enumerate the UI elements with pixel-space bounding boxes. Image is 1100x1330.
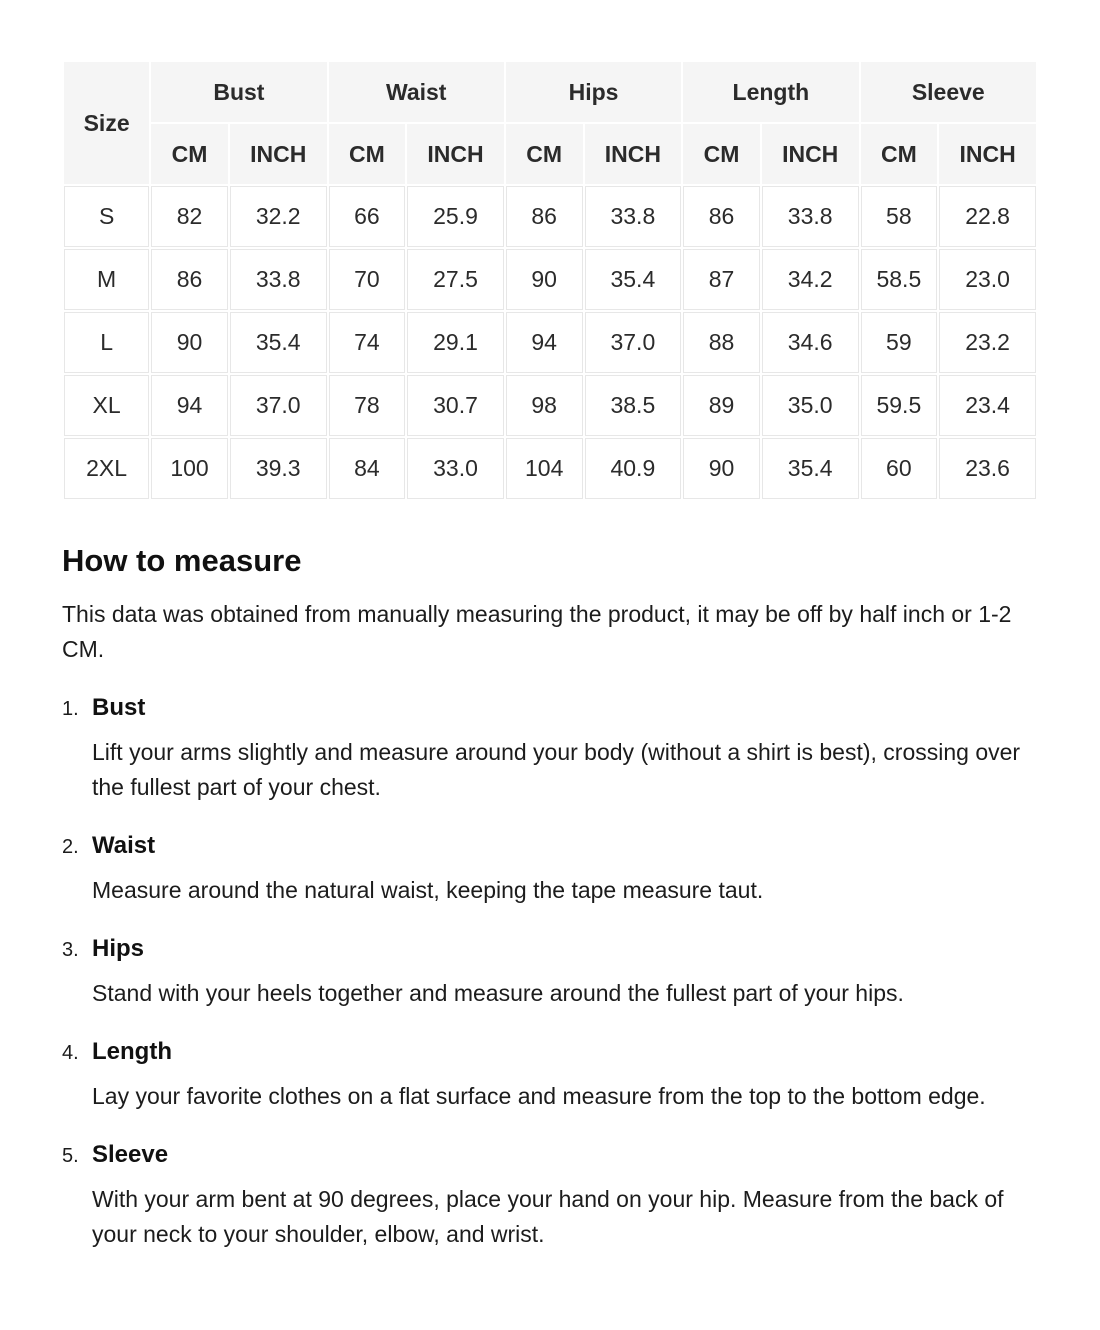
- step-number: 1.: [62, 698, 79, 720]
- column-header-size: Size: [64, 62, 149, 184]
- value-cell: 90: [506, 249, 583, 310]
- value-cell: 70: [329, 249, 406, 310]
- list-item-length: [62, 1038, 1038, 1114]
- value-cell: 33.8: [230, 249, 327, 310]
- column-group-waist: Waist: [329, 62, 504, 122]
- value-cell: 39.3: [230, 438, 327, 499]
- value-cell: 34.6: [762, 312, 859, 373]
- unit-header-cm: CM: [861, 124, 938, 184]
- step-term: Hips: [92, 935, 145, 962]
- table-row-2xl: [64, 438, 1036, 499]
- step-number: 3.: [62, 939, 79, 961]
- column-group-sleeve: Sleeve: [861, 62, 1036, 122]
- value-cell: 82: [151, 186, 228, 247]
- list-item-sleeve: [62, 1141, 1038, 1252]
- value-cell: 74: [329, 312, 406, 373]
- value-cell: 94: [506, 312, 583, 373]
- value-cell: 35.4: [762, 438, 859, 499]
- step-term: Length: [92, 1038, 172, 1065]
- unit-header-cm: CM: [151, 124, 228, 184]
- step-number: 2.: [62, 836, 79, 858]
- step-term: Bust: [92, 694, 146, 721]
- size-cell: XL: [64, 375, 149, 436]
- list-item-bust: [62, 694, 1038, 805]
- unit-header-cm: CM: [329, 124, 406, 184]
- size-chart-header: [64, 62, 1036, 184]
- value-cell: 86: [506, 186, 583, 247]
- value-cell: 89: [683, 375, 760, 436]
- unit-header-inch: INCH: [585, 124, 682, 184]
- unit-header-cm: CM: [506, 124, 583, 184]
- unit-header-inch: INCH: [762, 124, 859, 184]
- value-cell: 87: [683, 249, 760, 310]
- step-term: Sleeve: [92, 1141, 169, 1168]
- column-group-bust: Bust: [151, 62, 326, 122]
- column-group-hips: Hips: [506, 62, 681, 122]
- step-description: With your arm bent at 90 degrees, place your hand on your hip. Measure from the back of your neck to your shoulder, elbow, and wrist.: [92, 1186, 1004, 1247]
- size-cell: 2XL: [64, 438, 149, 499]
- value-cell: 98: [506, 375, 583, 436]
- value-cell: 59: [861, 312, 938, 373]
- step-description: Lay your favorite clothes on a flat surface and measure from the top to the bottom edge.: [92, 1083, 986, 1109]
- step-description: Lift your arms slightly and measure around your body (without a shirt is best), crossing over the fullest part of your chest.: [92, 739, 1021, 800]
- value-cell: 59.5: [861, 375, 938, 436]
- value-cell: 90: [151, 312, 228, 373]
- value-cell: 88: [683, 312, 760, 373]
- value-cell: 86: [683, 186, 760, 247]
- table-row-l: [64, 312, 1036, 373]
- unit-header-cm: CM: [683, 124, 760, 184]
- value-cell: 23.2: [939, 312, 1036, 373]
- step-description: Measure around the natural waist, keeping the tape measure taut.: [92, 877, 764, 903]
- list-item-waist: [62, 832, 1038, 908]
- value-cell: 23.0: [939, 249, 1036, 310]
- value-cell: 38.5: [585, 375, 682, 436]
- value-cell: 90: [683, 438, 760, 499]
- value-cell: 66: [329, 186, 406, 247]
- measure-steps-list: [62, 694, 1038, 1252]
- how-to-measure-title: How to measure: [62, 543, 302, 578]
- value-cell: 40.9: [585, 438, 682, 499]
- size-cell: M: [64, 249, 149, 310]
- value-cell: 104: [506, 438, 583, 499]
- how-to-measure-intro: This data was obtained from manually measuring the product, it may be off by half inch or 1-2 CM.: [62, 601, 1012, 662]
- step-number: 4.: [62, 1042, 79, 1064]
- value-cell: 35.4: [585, 249, 682, 310]
- value-cell: 37.0: [585, 312, 682, 373]
- value-cell: 23.6: [939, 438, 1036, 499]
- step-number: 5.: [62, 1145, 79, 1167]
- value-cell: 33.8: [762, 186, 859, 247]
- unit-header-inch: INCH: [407, 124, 504, 184]
- value-cell: 23.4: [939, 375, 1036, 436]
- value-cell: 84: [329, 438, 406, 499]
- value-cell: 32.2: [230, 186, 327, 247]
- value-cell: 30.7: [407, 375, 504, 436]
- step-term: Waist: [92, 832, 156, 859]
- value-cell: 58.5: [861, 249, 938, 310]
- list-item-hips: [62, 935, 1038, 1011]
- unit-header-inch: INCH: [939, 124, 1036, 184]
- size-cell: L: [64, 312, 149, 373]
- unit-header-inch: INCH: [230, 124, 327, 184]
- value-cell: 34.2: [762, 249, 859, 310]
- value-cell: 29.1: [407, 312, 504, 373]
- table-row-m: [64, 249, 1036, 310]
- value-cell: 35.4: [230, 312, 327, 373]
- value-cell: 37.0: [230, 375, 327, 436]
- value-cell: 35.0: [762, 375, 859, 436]
- value-cell: 100: [151, 438, 228, 499]
- value-cell: 94: [151, 375, 228, 436]
- value-cell: 33.8: [585, 186, 682, 247]
- value-cell: 58: [861, 186, 938, 247]
- table-row-s: [64, 186, 1036, 247]
- size-cell: S: [64, 186, 149, 247]
- step-description: Stand with your heels together and measure around the fullest part of your hips.: [92, 980, 904, 1006]
- column-group-length: Length: [683, 62, 858, 122]
- value-cell: 86: [151, 249, 228, 310]
- value-cell: 27.5: [407, 249, 504, 310]
- size-chart-table: [62, 60, 1038, 501]
- value-cell: 60: [861, 438, 938, 499]
- table-row-xl: [64, 375, 1036, 436]
- value-cell: 25.9: [407, 186, 504, 247]
- value-cell: 33.0: [407, 438, 504, 499]
- value-cell: 22.8: [939, 186, 1036, 247]
- value-cell: 78: [329, 375, 406, 436]
